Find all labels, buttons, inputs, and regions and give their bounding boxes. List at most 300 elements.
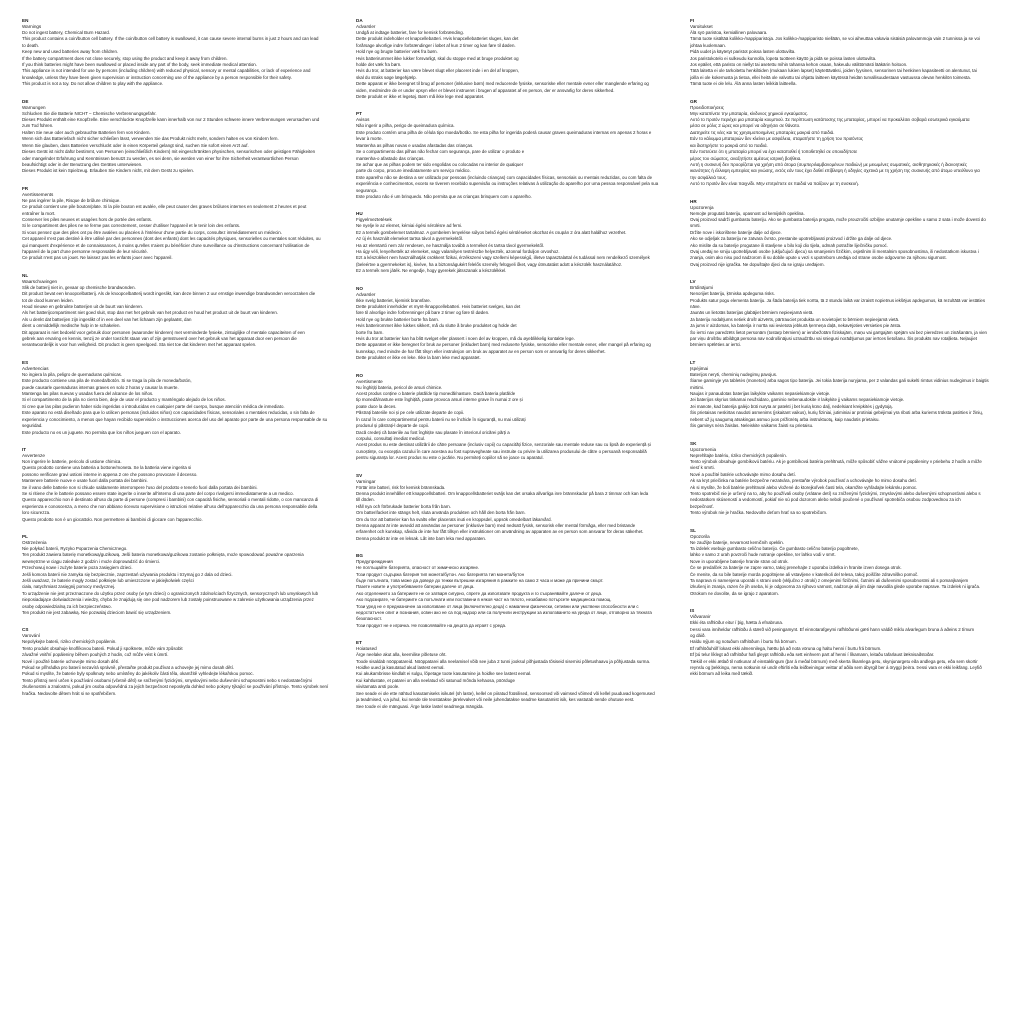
warning-text-line: Jei manote, kad baterija galėjo būti nuryta ar patekti į bet kurią kūno dalį, nedelsiant kreipkitės į gydytoją. (690, 403, 893, 409)
warning-text-line: Förtär inte batteri, risk för kemisk brännskada. (356, 484, 446, 490)
warning-text-line: See toode ei ole mänguasi. Ärge laske lastel seadmega mängida. (356, 703, 484, 709)
warning-text-line: Hvis du tror, at batterier kan være blevet slugt eller placeret inde i en del af kroppen, (356, 68, 520, 74)
warning-text-line: Hvis du tror at batterier kan ha blitt svelget eller plassert i noen del av kroppen, må du øyeblikkelig kontakte lege. (356, 336, 575, 342)
warning-text-line: Pidä uudet ja käytetyt paristot poissa lasten ulottuvilta. (690, 49, 796, 55)
warning-text-line: Dette apparatet er ikke beregnet for bruk av personer (inkludert barn) med reduserte fysiske, sensoriske eller mentale evner, eller mangel på erfaring og (356, 342, 651, 348)
warning-text-line: tot de dood kunnen leiden. (22, 297, 74, 303)
warning-text-line: Ekki éta rafhlöður eitur í þig, hætta á efnabruna. (690, 620, 783, 626)
warning-text-line: beaufsichtigt oder in der Benutzung des Gerätes unterwiesen. (22, 161, 143, 167)
warning-text-line: Dit product bevat een knoopcelbatterij. Als de knoopcelbatterij wordt ingeslikt, kan deze binnen 2 uur ernstige inwendige brandwonden veroorzaken die (22, 291, 316, 297)
section-title: Ostrzeżenia (22, 539, 47, 545)
warning-text-line: Ne zaužijte baterije, nevarnost kemičnih opeklin. (690, 539, 784, 545)
warning-text-line: loro sicurezza. (22, 510, 51, 516)
warning-text-line: Ce produit contient une pile bouton/plate. Si la pile bouton est avalée, elle peut causer des graves brûlures internes en seulement 2 heures et peut (22, 204, 307, 210)
warning-text-line: pentru siguranța lor. Acest produs nu este o jucărie. Nu permiteți copiilor să se joace cu aparatul. (356, 455, 544, 461)
warning-text-line: esperienza e conoscenza, a meno che non abbiano ricevuto supervisione o istruzioni relative all'uso dell'apparecchio da una persona responsabile della (22, 503, 318, 509)
warning-section-ro (356, 373, 666, 462)
warning-text-line: lahko v samo 2 urah povzroči hude notranje opekline, ter lahko vodi v smrt. (690, 552, 836, 558)
warning-text-line: johtaa kuolemaan. (690, 42, 726, 48)
section-title: Waarschuwingen (22, 278, 58, 284)
column-1 (22, 18, 332, 1008)
language-code: FR (22, 185, 29, 191)
warning-text-line: Als u denkt dat batterijen zijn ingeslikt of in een deel van het lichaam zijn geplaatst, dan (22, 316, 192, 322)
warning-text-line: Om du tror att batterier kan ha svalts eller placerats inuti en kroppsdel, uppsök omedelbart läkarvård. (356, 516, 552, 522)
warning-text-line: forårsage alvorlige indre forbrændinger i løbet af kun 2 timer og kan føre til døden. (356, 42, 516, 48)
warning-text-line: Ha az elemtartó nem zár rendesen, ne használja tovább a terméket és tartsa távol gyermekektől. (356, 242, 545, 248)
warning-section-et (356, 640, 666, 710)
warning-text-line: Šis prietaisas neskirtas naudoti asmenims (įskaitant vaikus), kurių fiziniai, jutiminiai ar protiniai gebėjimai yra riboti arba kuriems trūksta patirties ir žinių, (690, 410, 984, 416)
warning-text-line: poate duce la deces. (356, 403, 397, 409)
language-code: IT (22, 446, 27, 452)
warning-text-line: Dette produktet inneholder et mynt-/knappcellebatteri. Hvis batteriet svelges, kan det (356, 304, 521, 309)
warning-text-line: недостатъчен опит и познания, освен ако не са под надзор или са получили инструкции за използването на уреда от лице, отговорно за тяхната (356, 610, 652, 616)
language-code: IS (690, 608, 695, 614)
language-code: SV (356, 472, 363, 478)
warning-section-lv (690, 279, 1000, 349)
warning-text-line: Dieses Produkt enthält eine Knopfzelle. Eine verschluckte Knopfzelle kann innerhalb von nur 2 Stunden schwere innere Verbrennungen verursachen und (22, 117, 320, 123)
warning-text-line: (beleértve a gyermekeket is), kivéve, ha a biztonságukért felelős személy felügyeli őket, vagy útmutatást adott a készülék használatához. (356, 261, 623, 267)
warning-text-line: Ak sa kryt priečinka na batérie bezpečne nezatvára, prestaňte výrobok používať a uchovávajte ho mimo dosahu detí. (690, 478, 917, 484)
warning-text-line: Baterijos neryti, cheminių nudegimų pavojus. (690, 371, 778, 377)
warning-text-line: Ovaj uređaj ne smiju upotrebljavati osobe (uključujući djecu) sa smanjenim fizičkim, osjetilnim ili mentalnim sposobnostima, ili nedostatkom iskustva i (690, 248, 979, 254)
warning-text-line: Nové a použité batérie uchovávajte mimo dosahu detí. (690, 471, 796, 477)
warning-text-line: Ef rafhlöðuhólf lokast ekki almennilega, hættu þá að nota vöruna og haltu henni í burtu frá börnum. (690, 645, 882, 651)
warning-text-line: Não ingerir a pilha, perigo de queimadura química. (356, 123, 455, 129)
warning-text-line: Pokud si myslíte, že baterie byly spolknuty nebo umístěny do jakékoliv části těla, okamžitě vyhledejte lékařskou pomoc. (22, 671, 254, 677)
warning-text-line: Ne pas ingérer la pile, Risque de brûlure chimique. (22, 197, 121, 203)
warning-text-line: Undgå at indtage batteriet, fare for kemisk forbrænding. (356, 30, 464, 35)
warning-section-fi (690, 18, 1000, 88)
section-title: Brīdinājumi (690, 285, 713, 291)
warning-text-line: Nie połykać baterii, Ryzyko Poparzenia Chemicznego. (22, 545, 128, 551)
warning-text-line: entraîner la mort. (22, 210, 56, 216)
warning-text-line: Този продукт не е играчка. Не позволявайте на децата да играят с уреда. (356, 622, 507, 628)
warning-text-line: Dette produkt er ikke et legetøj. Børn må ikke lege med apparatet. (356, 94, 485, 100)
language-code: ET (356, 640, 362, 646)
warning-section-no (356, 286, 666, 362)
section-title: Upozornenia (690, 446, 717, 452)
warning-section-lt (690, 360, 1000, 430)
section-title: Varningar (356, 478, 376, 484)
section-title: Προειδοποιήσεις (690, 104, 724, 110)
warning-section-en (22, 18, 332, 88)
warning-text-line: Ärge neelake akut alla, keemilise põletuse oht. (356, 652, 447, 658)
section-title: Warnings (22, 24, 42, 29)
warning-section-pl (22, 534, 332, 616)
section-title: Varoitukset (690, 24, 713, 29)
warning-text-line: zkušenostmi a znalostmi, pokud jim osoba odpovědná za jejich bezpečnost neposkytla dohled nebo pokyny týkající se používání přístroje. Tento výrobek není (22, 684, 329, 690)
warning-text-line: Εάν πιστεύετε ότι η μπαταρία μπορεί να έχει καταποθεί ή τοποθετηθεί σε οποιοδήποτε (690, 149, 858, 155)
warning-text-line: Se o compartimento das pilhas não fechar com segurança, pare de utilizar o produto e (356, 149, 525, 155)
warning-text-line: Tento přístroj není určen k používání osobami (včetně dětí) se sníženými fyzickými, smyslovými nebo duševními schopnostmi nebo s nedostatečnými (22, 677, 312, 683)
warning-text-line: Nove in uporabljene baterije hranite stran od otrok. (690, 558, 789, 564)
language-code: LV (690, 279, 696, 285)
warning-section-da (356, 18, 666, 100)
section-title: Avisos (356, 117, 370, 123)
warning-text-line: Jaunās un lietotās baterijas glabājiet bērniem nepieejamā vietā. (690, 310, 814, 316)
warning-text-line: Hvis batterirommet ikke lukkes sikkert, må du slutte å bruke produktet og holde det (356, 323, 517, 329)
section-title: Upozorenja (690, 204, 714, 210)
warning-section-it (22, 447, 332, 523)
warning-text-line: cunoștințe, cu excepția cazului în care acestea au fost supravegheate sau instruite cu privire la utilizarea produsului de către o persoană responsabilă (356, 448, 647, 454)
warning-text-line: nieposiadające doświadczenia i wiedzy, chyba że znajdują się one pod nadzorem lub zostały poinstruowane w zakresie użytkowania urządzenia przez (22, 597, 314, 603)
warning-text-line: Εάν το κάλυμμα μπαταριών δεν κλείνει με ασφάλεια, σταματήστε τη χρήση του προϊόντος (690, 136, 864, 142)
section-title: Varování (22, 633, 41, 639)
warning-text-line: Tämä tuote ei ole lelu. Älä anna lasten leikkiä laitteella. (690, 81, 797, 87)
warning-text-line: zum Tod führen. (22, 123, 54, 129)
section-title: Avertissements (22, 191, 54, 197)
warning-text-line: Пазете новите и употребяваните батерии далече от деца. (356, 584, 475, 590)
warning-text-line: reynslu og þekkingu, nema notkunin sé undir eftirliti eða leiðbeiningar veittar af aðila sem ábyrgð ber á öryggi þeirra. Þessi vara er ekki leikfang. Leyfið (690, 665, 982, 671)
warning-text-line: possono verificare gravi ustioni interne in appena 2 ore che possono provocare il decesso. (22, 471, 198, 477)
warning-text-line: Este produto não é um brinquedo. Não permita que as crianças brinquem com o aparelho. (356, 193, 532, 199)
warning-text-line: nedostatkom skúseností a vedomostí, pokiaľ nie sú pod dozorom alebo neboli poučené o používaní spotrebiča osobou zodpovednou za ich (690, 497, 961, 503)
warning-text-line: Če menite, da so bile baterije morda pogoltnjene ali vstavljene v katerikoli del telesa, takoj poiščite zdravniško pomoč. (690, 571, 919, 577)
language-code: CS (22, 627, 29, 633)
warning-text-line: Dieses Gerät ist nicht dafür bestimmt, von Personen (einschließlich Kindern) mit eingeschränkten physischen, sensorischen oder geistigen Fähigkeiten (22, 149, 316, 155)
warning-text-line: bezpečnosť. (690, 503, 715, 509)
warning-text-line: Ezt a készüléket nem használhatják csökkent fizikai, érzékszervi vagy szellemi képességű, illetve tapasztalattal és tudással nem rendelkező személyek (356, 255, 650, 261)
warning-text-line: Tätä laitetta ei ole tarkoitettu henkilöiden (mukaan lukien lapset) käytettäväksi, joiden fyysinen, sensorinen tai henkinen kapasiteetti on alentunut, tai (690, 68, 977, 74)
warning-text-line: Če se predalček za baterije ne zapre varno, takoj prenehajte z uporabo izdelka in hranite izven dosega otrok. (690, 565, 902, 571)
warning-text-line: Ovaj proizvod nije igračka. Ne dopuštajte djeci da se igraju uređajem. (690, 261, 825, 267)
warning-text-line: wewnętrzne w ciągu zaledwie 2 godzin i może doprowadzić do śmierci. (22, 558, 161, 564)
warning-text-line: Tento výrobok nie je hračka. Nedovoľte deťom hrať sa so spotrebičom. (690, 510, 828, 516)
warning-text-line: Ten produkt zawiera baterię monetkową/guzikową. Jeśli bateria monetkowa/guzikowa zostanie połknięta, może spowodować poważne oparzenia (22, 552, 304, 558)
section-title: Hoiatused (356, 646, 377, 652)
warning-text-line: Ja bateriju nodalījums netiek drošī aizvērts, pārtrauciet produkta un novietojiet to bērniem nepieejamā vietā. (690, 316, 900, 322)
warning-text-line: Αυτό το προϊόν δεν είναι παιχνίδι. Μην επιτρέπετε σε παιδιά να παίζουν με τη συσκευή. (690, 181, 859, 187)
language-code: NL (22, 272, 29, 278)
warning-text-line: Przechowuj nowe i zużyte baterie poza zasięgiem dzieci. (22, 565, 133, 571)
warning-text-line: Μην καταπίνετε την μπαταρία, κίνδυνος χημικού εγκαύματος. (690, 110, 809, 116)
warning-text-line: Ce produit n'est pas un jouet. Ne laissez pas les enfants jouer avec l'appareil. (22, 255, 173, 261)
warning-text-line: Þessi vara inniheldur rafhlöðu á stærð við peningamynt. Ef einnotarafgeymi rafhlöðunni gæti hann valdið miklu alvarlegum bruna á aðeins 2 tímum (690, 626, 975, 632)
warning-text-line: Ikke svelg batteriet, kjemisk brannfare. (356, 297, 431, 303)
warning-text-line: Questo prodotto contiene una batteria a bottone/moneta. Se la batteria viene ingerita si (22, 465, 192, 471)
warning-text-line: znanja, osim ako nisu pod nadzorom ili su dobile upute u vezi s upotrebom uređaja od strane osobe odgovorne za njihovu sigurnost. (690, 255, 947, 261)
warning-text-line: μέρος του σώματος, αναζητήστε αμέσως ιατρική βοήθεια. (690, 155, 802, 161)
warning-text-line: Dit apparaat is niet bedoeld voor gebruik door personen (waaronder kinderen) met verminderde fysieke, zintuiglijke of mentale capaciteiten of een (22, 329, 305, 335)
warning-text-line: Dacă credeți că bateriile au fost înghițite sau plasate în interiorul oricărei părți a (356, 429, 510, 435)
warning-text-line: Tækið er ekki ætlað til notkunar af einstaklingum (þar á meðal börnum) með skerta líkamlega getu, skynjunargetu eða andlega getu, eða sem skortir (690, 658, 978, 664)
warning-text-line: Hold nye og brugte batterier væk fra børn. (356, 49, 438, 55)
warning-text-line: Не поглъщайте батерията, опасност от химическо изгаряне. (356, 565, 480, 571)
warning-text-line: Διατηρείτε τις νέες και τις χρησιμοποιημένες μπαταρίες μακριά από παιδιά. (690, 129, 835, 135)
warning-text-line: Håll nya och förbrukade batterier borta från barn. (356, 503, 451, 509)
warning-text-line: This appliance is not intended for use by persons (including children) with reduced physical, sensory or mental capabilities, or lack of experience and (22, 68, 311, 74)
warning-text-line: Denna apparat är inte avsedd att användas av personer (inklusive barn) med nedsatt fysisk, sensorisk eller mental förmåga, eller med bristande (356, 522, 636, 528)
warning-text-line: smrti. (690, 223, 701, 229)
warning-text-line: Αυτό το προϊόν περιέχει μια μπαταρία κουμπιού. Σε περίπτωση κατάποσης της μπαταρίας, μπορεί να προκαλέσει σοβαρά εσωτερικά εγκαύματα (690, 117, 970, 123)
warning-text-line: joilla ei ole kokemusta ja tietoa, ellei heitä ole valvottu tai ohjattu laitteen käytössä heidän turvallisuudestaan vastuussa olevan henkilön toimesta. (690, 74, 971, 80)
language-code: PL (22, 533, 28, 539)
warning-text-line: Slik de batterij niet in, gevaar op chemische brandwonden. (22, 284, 136, 290)
warning-text-line: Denna produkt innehåller ett knappcellsbatteri. Om knappcellsbatteriet sväljs kan det orsaka allvarliga inre brännskador på bara 2 timmar och kan leda (356, 490, 649, 496)
warning-text-line: Acest produs conține o baterie plată/de tip monedă/nasture. Dacă bateria plată/de (356, 391, 516, 397)
warning-text-line: Tento spotrebič nie je určený na to, aby ho používali osoby (vrátane detí) so zníženými fyzickými, zmyslovými alebo duševnými schopnosťami alebo s (690, 490, 981, 496)
warning-section-fr (22, 186, 332, 262)
language-code: SL (690, 527, 696, 533)
warning-text-line: qui manquent d'expérience et de connaissances, à moins qu'elles n'aient pu bénéficier d'une surveillance ou d'instructions concernant l'utilisation de (22, 242, 310, 248)
warning-text-line: To urządzenie nie jest przeznaczone do użytku przez osoby (w tym dzieci) o ograniczonych zdolnościach fizycznych, sensorycznych lub umysłowych lub (22, 590, 319, 596)
warning-text-line: experiencia y conocimiento, a menos que hayan recibido supervisión o instrucciones acerca del uso del aparato por parte de una persona responsable de su (22, 416, 328, 422)
warning-text-line: Wenn Sie glauben, dass Batterien verschluckt oder in einen Körperteil gelangt sind, suchen Sie sofort einen Arzt auf. (22, 142, 249, 148)
warning-text-line: Mantenga las pilas nuevas y usadas fuera del alcance de los niños. (22, 391, 154, 397)
warning-text-line: Nu înghițiți bateria, pericol de arsuri chimice. (356, 384, 443, 390)
warning-text-line: Jei baterijos skyrius tinkamai neužsidaro, gaminio nebenaudokite ir laikykite jį vaikams nepasiekiamoje vietoje. (690, 397, 905, 403)
warning-section-is (690, 608, 1000, 678)
language-code: RO (356, 372, 363, 378)
warning-text-line: Non ingerire le batterie, pericolo di ustione chimica. (22, 458, 122, 464)
language-code: DA (356, 18, 363, 23)
warning-text-line: If the battery compartment does not close securely, stop using the product and keep it away from children. (22, 55, 228, 61)
warning-text-line: Nenorijiet bateriju, ķīmiska apdeguma risks. (690, 291, 775, 297)
warning-text-line: Ако подозирате, че батериите са погълнати или поставени в някоя част на тялото, незабавно потърсете медицинска помощ. (356, 597, 612, 603)
warning-text-line: gebrek aan ervaring en kennis, tenzij ze onder toezicht staan van of zijn geïnstrueerd over het gebruik van het apparaat door een persoon die (22, 336, 297, 342)
warning-text-line: Kui kahtlustate, et patarei on alla neelatud või satunud mõnda kehaosa, pöörduge (356, 677, 515, 683)
section-title: Warnungen (22, 104, 46, 110)
warning-text-line: Dette produktet er ikke en leke. Ikke la barn leke med apparatet. (356, 355, 481, 361)
language-code: FI (690, 18, 695, 23)
warning-text-line: závažné vnitřní popáleniny během pouhých 2 hodin, což může vést k úmrtí. (22, 652, 169, 658)
warning-text-line: nebent už jų saugumą atsakingas asmuo juos prižiūrėtų arba instruktuotų, kaip naudotis prietaisu. (690, 416, 880, 422)
warning-text-line: knowledge, unless they have been given supervision or instruction concerning use of the appliance by a person responsible for their safety. (22, 74, 292, 80)
warning-text-line: dient u onmiddellijk medische hulp in te schakelen. (22, 323, 121, 329)
warning-text-line: experiência e conhecimentos, exceto se tiverem recebido supervisão ou instruções relativas à utilização do aparelho por uma pessoa responsável pela sua (356, 181, 659, 187)
language-code: EN (22, 18, 29, 23)
warning-text-line: Ha úgy véli, lenyelhették az elemeket, vagy valamilyen testrészbe helyezték, azonnal forduljon orvoshoz. (356, 248, 560, 254)
safety-warnings-page (22, 18, 1002, 1008)
warning-text-line: erfarenhet och kunskap, såvida de inte har fått tillsyn eller instruktioner om användning av apparaten av en person som ansvarar för deras säkerhet. (356, 529, 644, 535)
warning-text-line: This product contains a coin/button cell battery. If the coin/button cell battery is swallowed, it can cause severe internal burns in just 2 hours and can lead (22, 36, 319, 42)
warning-text-line: την ασφάλειά τους. (690, 174, 727, 180)
warning-text-line: Този продукт съдържа батерия тип монета/бутон. Ако батерията тип монета/бутон (356, 571, 525, 577)
warning-text-line: Este producto no es un juguete. No permita que los niños jueguen con el aparato. (22, 429, 181, 435)
warning-text-line: puede causarle quemaduras internas graves en solo 2 horas y causar la muerte. (22, 384, 179, 390)
warning-text-line: kunnskap, med mindre de har fått tilsyn eller instruksjon om bruk av apparatet av en person som er ansvarlig for deres sikkerhet. (356, 348, 606, 354)
warning-text-line: izkušenj in znanja, razen če jih oseba, ki je odgovorna za njihovo varnost, nadzoruje ali jim daje navodila glede uporabe naprave. Ta izdelek ni igrača. (690, 584, 981, 590)
warning-section-es (22, 360, 332, 436)
warning-text-line: oder mangelnder Erfahrung und Kenntnissen benutzt zu werden, es sei denn, sie werden von einer für ihre Sicherheit verantwortlichen Person (22, 155, 299, 161)
warning-text-line: viden, medmindre de er under opsyn eller er blevet instrueret i brugen af apparatet af en person, der er ansvarlig for deres sikkerhed. (356, 87, 615, 93)
warning-text-line: Keep new and used batteries away from children. (22, 49, 119, 55)
warning-text-line: Šo ierīci nav paredzēts lietot personām (tostarp bērniem) ar ierobežotām fiziskajām, maņu vai garīgajām spējām vai bez pieredzes un zināšanām, ja vien (690, 329, 987, 335)
warning-text-line: skal du straks søge lægehjælp. (356, 74, 417, 80)
language-code: GR (690, 98, 697, 104)
warning-text-line: Este aparelho não se destina a ser utilizado por pessoas (incluindo crianças) com capacidades físicas, sensoriais ou mentais reduzidas, ou com falta de (356, 174, 653, 180)
warning-text-line: Ez a termék nem játék. Ne engedje, hogy gyerekek játsszanak a készülékkel. (356, 268, 507, 274)
warning-text-line: Jos epäilet, että paristo on niellyt tai asetettu mihin tahansa kehon osaan, hakeudu välittömästi lääkärin hoitoon. (690, 62, 908, 68)
warning-text-line: Toode sisaldab nööppatareid. Nööppatarei alla neelamisel võib see juba 2 tunni jooksul põhjustada tõsiseid sisemisi põletushaavu ja põhjustada surma. (356, 658, 651, 664)
warning-text-line: ja teadmised, v.a juhul, kui nende üle teostatakse järelevalvet või neile juhendatakse seadme kasutamist isik, kes vastutab nende ohutuse eest. (356, 697, 635, 703)
warning-text-line: viivitamata arsti poole. (356, 684, 400, 690)
warning-text-line: Този уред не е предназначен за използване от лица (включително деца) с намалени физически, сетивни или умствени способности или с (356, 603, 639, 609)
warning-text-line: to death. (22, 42, 40, 48)
warning-text-line: Ovaj proizvod sadrži gumbastu bateriju. Ako se gumbasta baterija proguta, može prouzročiti ozbiljne unutarnje opekline u samo 2 sata i može dovesti do (690, 216, 986, 222)
language-code: DE (22, 98, 29, 104)
warning-text-line: Denna produkt är inte en leksak. Låt inte barn leka med apparaten. (356, 535, 487, 541)
warning-text-line: Produkts satur pogu elementa bateriju. Ja šāda baterija tiek norīta, tā 2 stundu laikā var izraisīt nopietnus iekšējus apdegumus, kā rezultātā var iestāties (690, 297, 986, 303)
warning-text-line: tip monedă/nasture este înghițită, poate provoca arsuri interne grave în numai 2 ore și (356, 397, 523, 403)
section-title: Advertencias (22, 365, 49, 371)
warning-section-sk (690, 441, 1000, 517)
section-title: Viðvaranir (690, 614, 711, 620)
language-code: NO (356, 285, 363, 291)
warning-text-line: Αυτή η συσκευή δεν προορίζεται για χρήση από άτομα (συμπεριλαμβανομένων παιδιών) με μειωμένες σωματικές, αισθητηριακές ή διανοητικές (690, 161, 967, 167)
warning-text-line: produsul și păstrați-l departe de copii. (356, 423, 429, 429)
warning-text-line: Ez a termék gombelemet tartalmaz. A gombelem lenyelése súlyos belső égési sérüléseket okozhat és csupán 2 óra alatt halálhoz vezethet. (356, 229, 627, 235)
warning-text-line: parte do corpo, procure imediatamente um serviço médico. (356, 168, 471, 174)
language-code: HU (356, 211, 363, 217)
language-code: SK (690, 440, 697, 446)
section-title: Įspėjimai (690, 365, 709, 371)
warning-text-line: segurança. (356, 187, 378, 193)
warning-text-line: Do not ingest battery, Chemical Burn Hazard. (22, 30, 111, 35)
warning-text-line: Neprehĺtajte batériu, riziko chemických popálenín. (690, 452, 787, 458)
warning-section-sv (356, 473, 666, 543)
warning-text-line: Hold nye og brukte batterier borte fra barn. (356, 316, 439, 322)
section-title: Advarsler (356, 24, 376, 29)
warning-text-line: Este produto contém uma pilha de célula tipo moeda/botão. Se esta pilha for ingerida poderá causar graves queimaduras internas em apenas 2 horas e (356, 129, 652, 135)
warning-text-line: Ako mislite da su baterije progutane ili stavljene u bilo koji dio tijela, odmah potražite liječničku pomoć. (690, 242, 888, 248)
section-title: Figyelmeztetések (356, 217, 392, 223)
warning-text-line: Nemojte progutati bateriju, opasnost od kemijskih opeklina. (690, 210, 805, 216)
warning-section-de (22, 99, 332, 175)
warning-text-line: Hoidke uued ja kasutatud akud lastest eemal. (356, 665, 445, 671)
warning-text-line: Houd nieuwe en gebruikte batterijen uit de buurt van kinderen. (22, 304, 144, 309)
warning-text-line: μέσα σε μόλις 2 ώρες και μπορεί να οδηγήσει σε θάνατο. (690, 123, 801, 129)
language-code: BG (356, 553, 363, 559)
warning-text-line: Az új és használt elemeket tartsa távol a gyermekektől. (356, 236, 464, 242)
language-code: LT (690, 359, 696, 365)
section-title: Avvertenze (22, 452, 45, 458)
warning-text-line: Tento výrobok obsahuje gombíkovú batériu. Ak je gombíková batéria prehltnutá, môže spôsobiť vážne vnútorné popáleniny v priebehu 2 hodín a môže (690, 458, 982, 464)
warning-section-hu (356, 211, 666, 274)
warning-text-line: Nové i použité baterie uchovejte mimo dosah dětí. (22, 658, 120, 664)
warning-text-line: Älä syö paristoa, kemiallinen palovaara. (690, 30, 768, 35)
warning-text-line: Dette apparat er ikke beregnet til brug af personer (inklusive børn) med reducerede fysiske, sensoriske eller mentale evner eller manglende erfaring og (356, 81, 649, 87)
warning-section-pt (356, 111, 666, 200)
warning-text-line: Om batterifacket inte stängs helt, sluta använda produkten och håll den borta från barn. (356, 510, 526, 516)
warning-text-line: l'appareil de la part d'une personne responsable de leur sécurité. (22, 248, 148, 254)
warning-text-line: og dáið. (690, 633, 706, 639)
warning-text-line: Pokud se přihrádka pro baterii nezavírá správně, přestaňte produkt používat a uchovejte jej mimo dosah dětí. (22, 665, 235, 671)
section-title: Предупреждения (356, 559, 393, 565)
warning-text-line: seguridad. (22, 423, 43, 429)
warning-text-line: corpului, consultați imediat medicul. (356, 435, 426, 441)
warning-text-line: Dette produkt indeholder et knapcellebatteri. Hvis knapcellebatteriet sluges, kan det (356, 36, 519, 42)
warning-text-line: Hvis batterirummet ikke lukker forsvarligt, skal du stoppe med at bruge produktet og (356, 55, 519, 61)
warning-text-line: Ne nyelje le az elemet, kémiai égési sérülésre ad ferni. (356, 223, 463, 229)
warning-text-line: Naujas ir panaudotas baterijas laikykite vaikams nepasiekiamoje vietoje. (690, 391, 831, 397)
section-title: Opozorila (690, 533, 710, 539)
warning-text-line: Haldu nýjum og notuðum rafhlöðum í burtu frá börnum. (690, 639, 797, 645)
warning-text-line: mantenha-o afastado das crianças. (356, 155, 425, 161)
warning-text-line: Ako se odjeljak za bateriju ne zatvara čvrsto, prestanite upotrebljavati proizvod i držite ga dalje od djece. (690, 236, 893, 242)
warning-text-line: Šiame gaminyje yra tabletės (monetos) arba sagos tipo baterija. Jei tokia baterija nuryjama, per 2 valandas gali sukelti rimtus vidinius nudegimus ir baigtis (690, 378, 989, 384)
warning-text-line: borte fra barn. (356, 329, 384, 335)
warning-text-line: Este producto contiene una pila de moneda/botón. Si se traga la pila de moneda/botón, (22, 378, 192, 384)
warning-text-line: Este aparato no está diseñado para que lo utilicen personas (incluidos niños) con capacidades físicas, sensoriales o mentales reducidas, o sin falta de (22, 410, 315, 416)
warning-text-line: If you think batteries might have been swallowed or placed inside any part of the body, seek immediate medical attention. (22, 62, 257, 68)
warning-text-line: bērniem spēlēties ar ierīci. (690, 342, 742, 348)
warning-text-line: Jeśli komora baterii nie zamyka się bezpiecznie, zaprzestań używania produktu i trzymaj go z dala od dzieci. (22, 571, 233, 577)
warning-section-bg (356, 553, 666, 629)
warning-text-line: Questo apparecchio non è destinato all'uso da parte di persone (compresi i bambini) con capacità fisiche, sensoriali o mentali ridotte, o con mancanza di (22, 497, 319, 503)
warning-text-line: Si cree que las pilas pudieron haber sido ingeridas o introducidas en cualquier parte del cuerpo, busque atención médica de inmediato. (22, 403, 285, 409)
warning-text-line: ικανότητες ή έλλειψη εμπειρίας και γνώσης, εκτός εάν τους έχει δοθεί επίβλεψη ή οδηγίες σχετικά με τη χρήση της συσκευής από άτομο υπεύθυνο για (690, 168, 980, 174)
warning-text-line: Schlucken Sie die Batterie NICHT – Chemische Verbrennungsgefahr. (22, 110, 157, 116)
warning-text-line: бъде погълната, това може да доведе до тежки вътрешни изгаряния в рамките на само 2 часа и може да причини смърт. (356, 578, 604, 583)
warning-text-line: Tämä tuote sisältää kolikko-/nappiparistoja. Jos kolikko-/nappiparisto niellään, se voi aiheuttaa vakavia sisäisiä palovammoja vain 2 tunnissa ja se voi (690, 36, 980, 42)
warning-text-line: Tento produkt obsahuje knoflíkovou baterii. Pokud ji spolknete, může vám způsobit (22, 645, 183, 651)
language-code: HR (690, 198, 697, 204)
warning-text-line: και διατηρήστε το μακριά από τα παιδιά. (690, 142, 768, 148)
section-title: Advarsler (356, 291, 376, 297)
warning-text-line: hračka. Nedovolte dětem hrát si se spotřebičem. (22, 690, 117, 696)
warning-text-line: Ta izdelek vsebuje gumbasto celično baterijo. Če gumbasto celično baterijo pogoltnete, (690, 545, 859, 551)
warning-text-line: holde det væk fra børn. (356, 62, 402, 68)
warning-text-line: See seade ei ole ette nähtud kasutamiseks isikutel (sh laste), kellel on piiratud füüsilised, sensoorsed või vaimsed võimed või kellel puuduvad kogemused (356, 690, 655, 696)
warning-text-line: Šis gaminys nėra žaislas. Neleiskite vaikams žaisti su prietaisu. (690, 423, 814, 429)
section-title: Avertismente (356, 378, 383, 384)
warning-text-line: par viņu drošību atbildīgā persona nav nodrošinājusi uzraudzību vai sniegusi norādījumus par ierīces lietošanu. Šis produkts nav rotaļlieta. Neļaujiet (690, 336, 978, 342)
warning-text-line: levar à morte. (356, 136, 383, 142)
warning-text-line: În cazul în care compartimentul pentru baterii nu se închide în siguranță, nu mai utilizați (356, 416, 526, 422)
warning-text-line: Mantenere batterie nuove e usate fuori dalla portata dei bambini. (22, 478, 148, 484)
warning-text-line: Acest produs nu este destinat utilizării de către persoane (inclusiv copii) cu capacități fizice, senzoriale sau mentale reduse sau cu lipsă de experiență și (356, 442, 651, 448)
warning-section-hr (690, 199, 1000, 269)
warning-text-line: Mantenha as pilhas novas e usadas afastadas das crianças. (356, 142, 474, 148)
warning-text-line: ciała, natychmiast zasięgnij pomocy medycznej. (22, 584, 116, 590)
warning-text-line: føre til alvorlige indre forbrenninger på bare 2 timer og føre til døden. (356, 310, 490, 316)
warning-text-line: Se il vano delle batterie non si chiude saldamente interrompere l'uso del prodotto e tenerlo fuori dalla portata dei bambini. (22, 484, 258, 490)
warning-text-line: Als het batterijcompartiment niet goed sluit, stop dan met het gebruik van het product en houd het product uit de buurt van kinderen. (22, 310, 279, 316)
warning-text-line: Ja jums ir aizdomas, ka baterija ir norīta vai ievietota jebkurā ķermeņa daļā, nekavējoties vērsieties pie ārsta. (690, 323, 902, 329)
warning-text-line: Si el compartimento de la pila no cierra bien, deje de usar el producto y manténgalo alejado de los niños. (22, 397, 226, 403)
warning-text-line: Otrokom ne dovolite, da se igrajo z aparatom. (690, 590, 779, 596)
warning-text-line: nāve. (690, 304, 701, 309)
warning-text-line: Ако отделението за батериите не се затваря сигурно, спрете да използвате продукта и го съхранявайте далече от деца. (356, 590, 603, 596)
warning-text-line: безопасност. (356, 616, 383, 622)
warning-text-line: Ten produkt nie jest zabawką. Nie pozwalaj dzieciom bawić się urządzeniem. (22, 610, 172, 616)
column-3 (690, 18, 1000, 1008)
warning-section-gr (690, 99, 1000, 188)
warning-text-line: Conserver les piles neuves et usagées hors de portée des enfants. (22, 216, 153, 222)
warning-text-line: Nepolykejte baterii, riziko chemických popálenin. (22, 639, 117, 645)
warning-text-line: Dieses Produkt ist kein Spielzeug. Erlauben Sie Kindern nicht, mit dem Gerät zu spielen. (22, 168, 195, 174)
warning-text-line: Ak si myslíte, že boli batérie prehltnuté alebo vložené do ktorejkoľvek časti tela, okamžite vyhľadajte lekársku pomoc. (690, 484, 918, 490)
warning-text-line: Păstrați bateriile noi și pe cele utilizate departe de copii. (356, 410, 465, 416)
warning-text-line: Jos paristokotelo ei sulkeudu kunnolla, lopeta tuotteen käyttö ja pidä se poissa lasten ulottuvilta. (690, 55, 877, 61)
warning-text-line: till döden. (356, 497, 375, 503)
warning-text-line: Kui akukambrisse kindlalt ei sulgu, lõpetage toote kasutamine ja hoidke see lastest eemal. (356, 671, 532, 677)
warning-text-line: Ta naprava ni namenjena uporabi s strani oseb (vključno z otroki) z omejenimi fizičnimi, čutnimi ali duševnimi sposobnostmi ali s pomanjkanjem (690, 578, 969, 583)
warning-text-line: Si le compartiment des piles ne se ferme pas correctement, cesser d'utiliser l'appareil et le tenir loin des enfants. (22, 223, 241, 229)
language-code: PT (356, 111, 362, 117)
warning-text-line: Halten Sie neue oder auch gebrauchte Batterien fern von Kindern. (22, 129, 151, 135)
warning-section-cs (22, 627, 332, 697)
warning-text-line: Si vous pensez que des piles ont pu être avalées ou placées à l'intérieur d'une partie du corps, consultez immédiatement un médecin. (22, 229, 282, 235)
warning-text-line: verantwoordelijk is voor hun veiligheid. Dit product is geen speelgoed. Sta niet toe dat kinderen met het apparaat spelen. (22, 342, 257, 348)
warning-text-line: No ingiera la pila, peligro de quemaduras químicas. (22, 371, 123, 377)
warning-text-line: This product is not a toy. Do not allow children to play with the appliance. (22, 81, 164, 87)
warning-text-line: Držite nove i iskorištene baterije dalje od djece. (690, 229, 782, 235)
warning-text-line: Jeśli uważasz, że baterie mogły zostać połknięte lub umieszczone w jakiejkolwiek części (22, 578, 194, 583)
warning-text-line: ekki börnum að leika með tækið. (690, 671, 754, 677)
warning-section-sl (690, 528, 1000, 598)
